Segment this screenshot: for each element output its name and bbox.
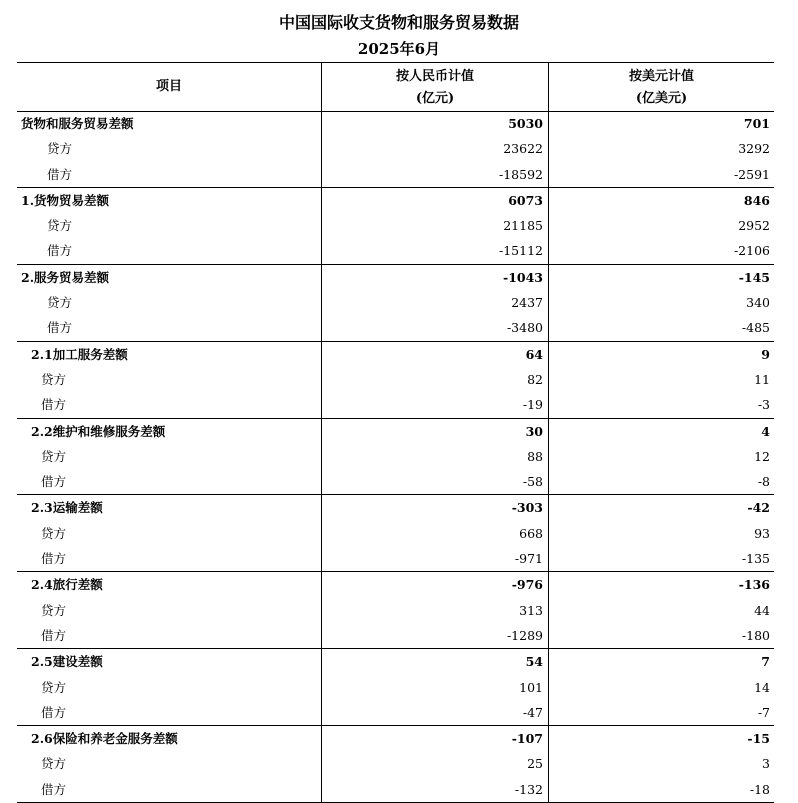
row-label: 2.2维护和维修服务差额 — [31, 423, 166, 439]
header-usd-line2: (亿美元) — [635, 91, 688, 106]
table-row — [17, 675, 774, 700]
row-label: 货物和服务贸易差额 — [21, 116, 134, 131]
rmb-value: -1043 — [503, 269, 543, 285]
row-label: 借方 — [41, 474, 67, 490]
row-label: 借方 — [41, 781, 67, 797]
rmb-value: -15112 — [499, 243, 543, 259]
table-row — [17, 315, 774, 340]
row-label: 借方 — [41, 627, 67, 643]
row-label: 2.1加工服务差额 — [31, 346, 128, 362]
table-row — [17, 290, 774, 315]
header-usd-line1: 按美元计值 — [628, 69, 694, 84]
usd-value: -145 — [738, 269, 770, 285]
table-row-heading — [17, 495, 774, 520]
table-group — [17, 265, 774, 342]
usd-value: 701 — [743, 116, 770, 131]
usd-value: 846 — [743, 192, 770, 208]
header-rmb-line2: (亿元) — [415, 91, 455, 106]
usd-value: -2106 — [733, 243, 770, 259]
table-row — [17, 598, 774, 623]
table-row — [17, 444, 774, 469]
row-label: 1.货物贸易差额 — [21, 192, 110, 208]
usd-value: 7 — [761, 654, 770, 670]
table-group — [17, 726, 774, 803]
rmb-value: 64 — [525, 346, 543, 362]
row-label: 贷方 — [47, 218, 73, 234]
usd-value: -8 — [757, 474, 770, 490]
page-subtitle: 2025年6月 — [357, 40, 441, 58]
rmb-value: 23622 — [503, 141, 543, 157]
usd-value: 44 — [754, 602, 770, 618]
row-label: 借方 — [47, 320, 73, 336]
table-group — [17, 111, 774, 188]
table-row-heading — [17, 649, 774, 674]
row-label: 借方 — [47, 166, 73, 182]
rmb-value: 313 — [519, 602, 543, 618]
row-label: 2.5建设差额 — [31, 654, 103, 670]
usd-value: -7 — [757, 704, 770, 720]
row-label: 贷方 — [41, 602, 67, 618]
row-label: 借方 — [41, 397, 67, 413]
usd-value: 4 — [761, 423, 770, 439]
rmb-value: -19 — [522, 397, 543, 413]
table-group — [17, 572, 774, 649]
usd-value: 2952 — [738, 218, 770, 234]
usd-value: 93 — [754, 525, 770, 541]
rmb-value: 82 — [527, 371, 543, 387]
usd-value: 11 — [754, 371, 770, 387]
row-label: 2.6保险和养老金服务差额 — [31, 731, 178, 747]
rmb-value: 6073 — [508, 192, 543, 208]
usd-value: -135 — [741, 551, 770, 567]
rmb-value: 30 — [525, 423, 543, 439]
usd-value: -18 — [749, 781, 770, 797]
rmb-value: 101 — [519, 679, 543, 695]
usd-value: -42 — [747, 500, 770, 516]
table-row-heading — [17, 572, 774, 597]
rmb-value: -3480 — [506, 320, 543, 336]
usd-value: 9 — [761, 346, 770, 362]
usd-value: 3 — [762, 756, 770, 772]
rmb-value: -1289 — [506, 627, 543, 643]
table-group — [17, 419, 774, 496]
usd-value: -3 — [757, 397, 770, 413]
rmb-value: 668 — [519, 525, 543, 541]
table-row — [17, 700, 774, 725]
table-group — [17, 649, 774, 726]
row-label: 贷方 — [47, 295, 73, 311]
row-label: 贷方 — [47, 141, 73, 157]
table-header — [17, 62, 774, 112]
rmb-value: 88 — [527, 448, 543, 464]
row-label: 借方 — [41, 551, 67, 567]
table-row — [17, 238, 774, 263]
rmb-value: -47 — [522, 704, 543, 720]
row-label: 贷方 — [41, 525, 67, 541]
row-label: 2.4旅行差额 — [31, 577, 103, 593]
header-item: 项目 — [155, 79, 182, 94]
usd-value: 340 — [746, 295, 770, 311]
rmb-value: -107 — [511, 731, 543, 747]
row-label: 贷方 — [41, 448, 67, 464]
rmb-value: -58 — [522, 474, 543, 490]
rmb-value: 54 — [525, 654, 543, 670]
usd-value: -2591 — [733, 166, 770, 182]
usd-value: -180 — [741, 627, 770, 643]
rmb-value: -976 — [511, 577, 543, 593]
table-row-heading — [17, 726, 774, 751]
rmb-value: 2437 — [511, 295, 543, 311]
table-row — [17, 521, 774, 546]
rmb-value: -303 — [511, 500, 543, 516]
header-rmb-line1: 按人民币计值 — [395, 69, 474, 84]
row-label: 贷方 — [41, 756, 67, 772]
table-row — [17, 623, 774, 648]
table-row — [17, 546, 774, 571]
row-label: 贷方 — [41, 679, 67, 695]
rmb-value: -18592 — [499, 166, 543, 182]
usd-value: -15 — [747, 731, 770, 747]
table-row — [17, 213, 774, 238]
table-row — [17, 367, 774, 392]
table-row — [17, 751, 774, 776]
row-label: 借方 — [41, 704, 67, 720]
table-row — [17, 777, 774, 802]
table-row — [17, 162, 774, 187]
table-row — [17, 136, 774, 161]
rmb-value: 21185 — [503, 218, 543, 234]
usd-value: -136 — [738, 577, 770, 593]
page-title: 中国国际收支货物和服务贸易数据 — [278, 13, 519, 32]
row-label: 2.3运输差额 — [31, 500, 103, 516]
table-row — [17, 392, 774, 417]
row-label: 借方 — [47, 243, 73, 259]
table-row-heading — [17, 111, 774, 136]
row-label: 贷方 — [41, 371, 67, 387]
table-group — [17, 188, 774, 265]
rmb-value: 25 — [527, 756, 543, 772]
usd-value: 12 — [754, 448, 770, 464]
table-row-heading — [17, 265, 774, 290]
table-group — [17, 495, 774, 572]
table-row-heading — [17, 342, 774, 367]
usd-value: 14 — [754, 679, 770, 695]
table-row-heading — [17, 419, 774, 444]
table-row-heading — [17, 188, 774, 213]
usd-value: 3292 — [738, 141, 770, 157]
rmb-value: 5030 — [508, 116, 543, 131]
table-row — [17, 469, 774, 494]
table-body — [17, 111, 774, 803]
table-group — [17, 342, 774, 419]
rmb-value: -132 — [514, 781, 543, 797]
usd-value: -485 — [741, 320, 770, 336]
rmb-value: -971 — [514, 551, 543, 567]
row-label: 2.服务贸易差额 — [21, 269, 110, 285]
